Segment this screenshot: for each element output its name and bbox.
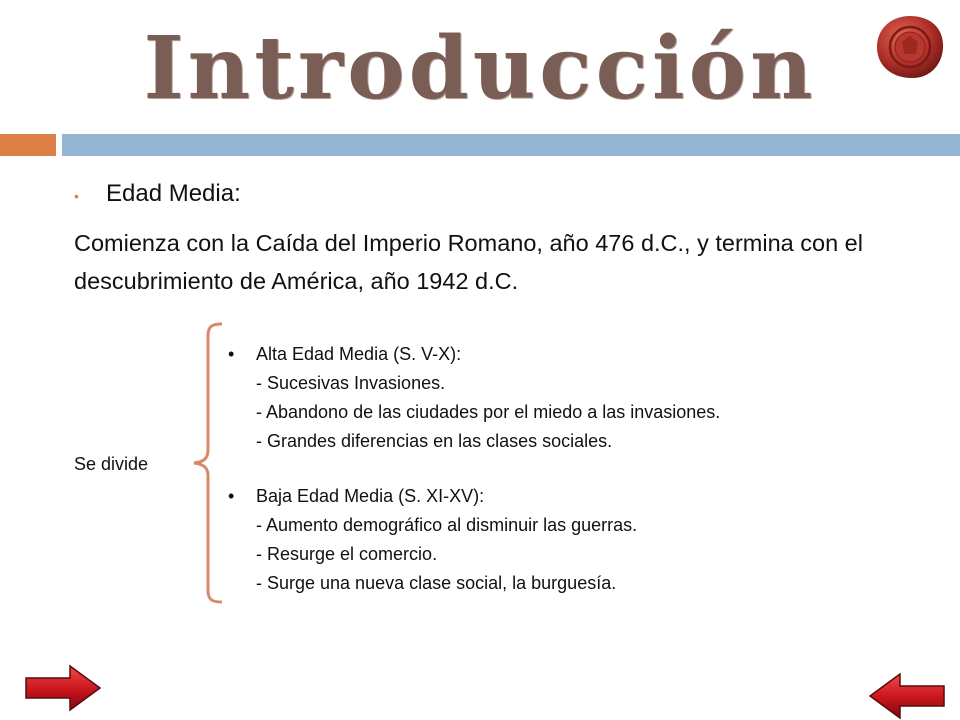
accent-bar-blue [62,134,960,156]
list-item: - Grandes diferencias en las clases sociales. [256,431,613,451]
curly-brace-icon [190,320,230,606]
list-item: - Abandono de las ciudades por el miedo a las invasiones. [256,402,721,422]
bullet-icon: • [74,188,79,204]
group-heading: Alta Edad Media (S. V-X): [256,344,462,364]
list-item: - Resurge el comercio. [256,544,438,564]
description-text: Comienza con la Caída del Imperio Romano, año 476 d.C., y termina con el descubrimiento de América, año 1942 d.C. [74,230,863,294]
divide-label: Se divide [74,454,149,474]
bullet-icon: • [228,486,235,506]
list-item: - Sucesivas Invasiones. [256,373,446,393]
list-item: - Surge una nueva clase social, la burguesía. [256,573,617,593]
arrow-right-icon[interactable] [24,664,104,712]
main-bullet [74,180,241,208]
bullet-heading: Edad Media: [106,180,241,207]
arrow-left-icon[interactable] [866,672,946,720]
slide-title: Introducción [143,18,817,119]
group-baja-edad-media [228,482,637,598]
list-item: - Aumento demográfico al disminuir las guerras. [256,515,638,535]
wax-seal-icon [874,14,946,80]
accent-bar-orange [0,134,56,156]
bullet-icon: • [228,344,235,364]
group-heading: Baja Edad Media (S. XI-XV): [256,486,485,506]
group-alta-edad-media [228,340,720,456]
